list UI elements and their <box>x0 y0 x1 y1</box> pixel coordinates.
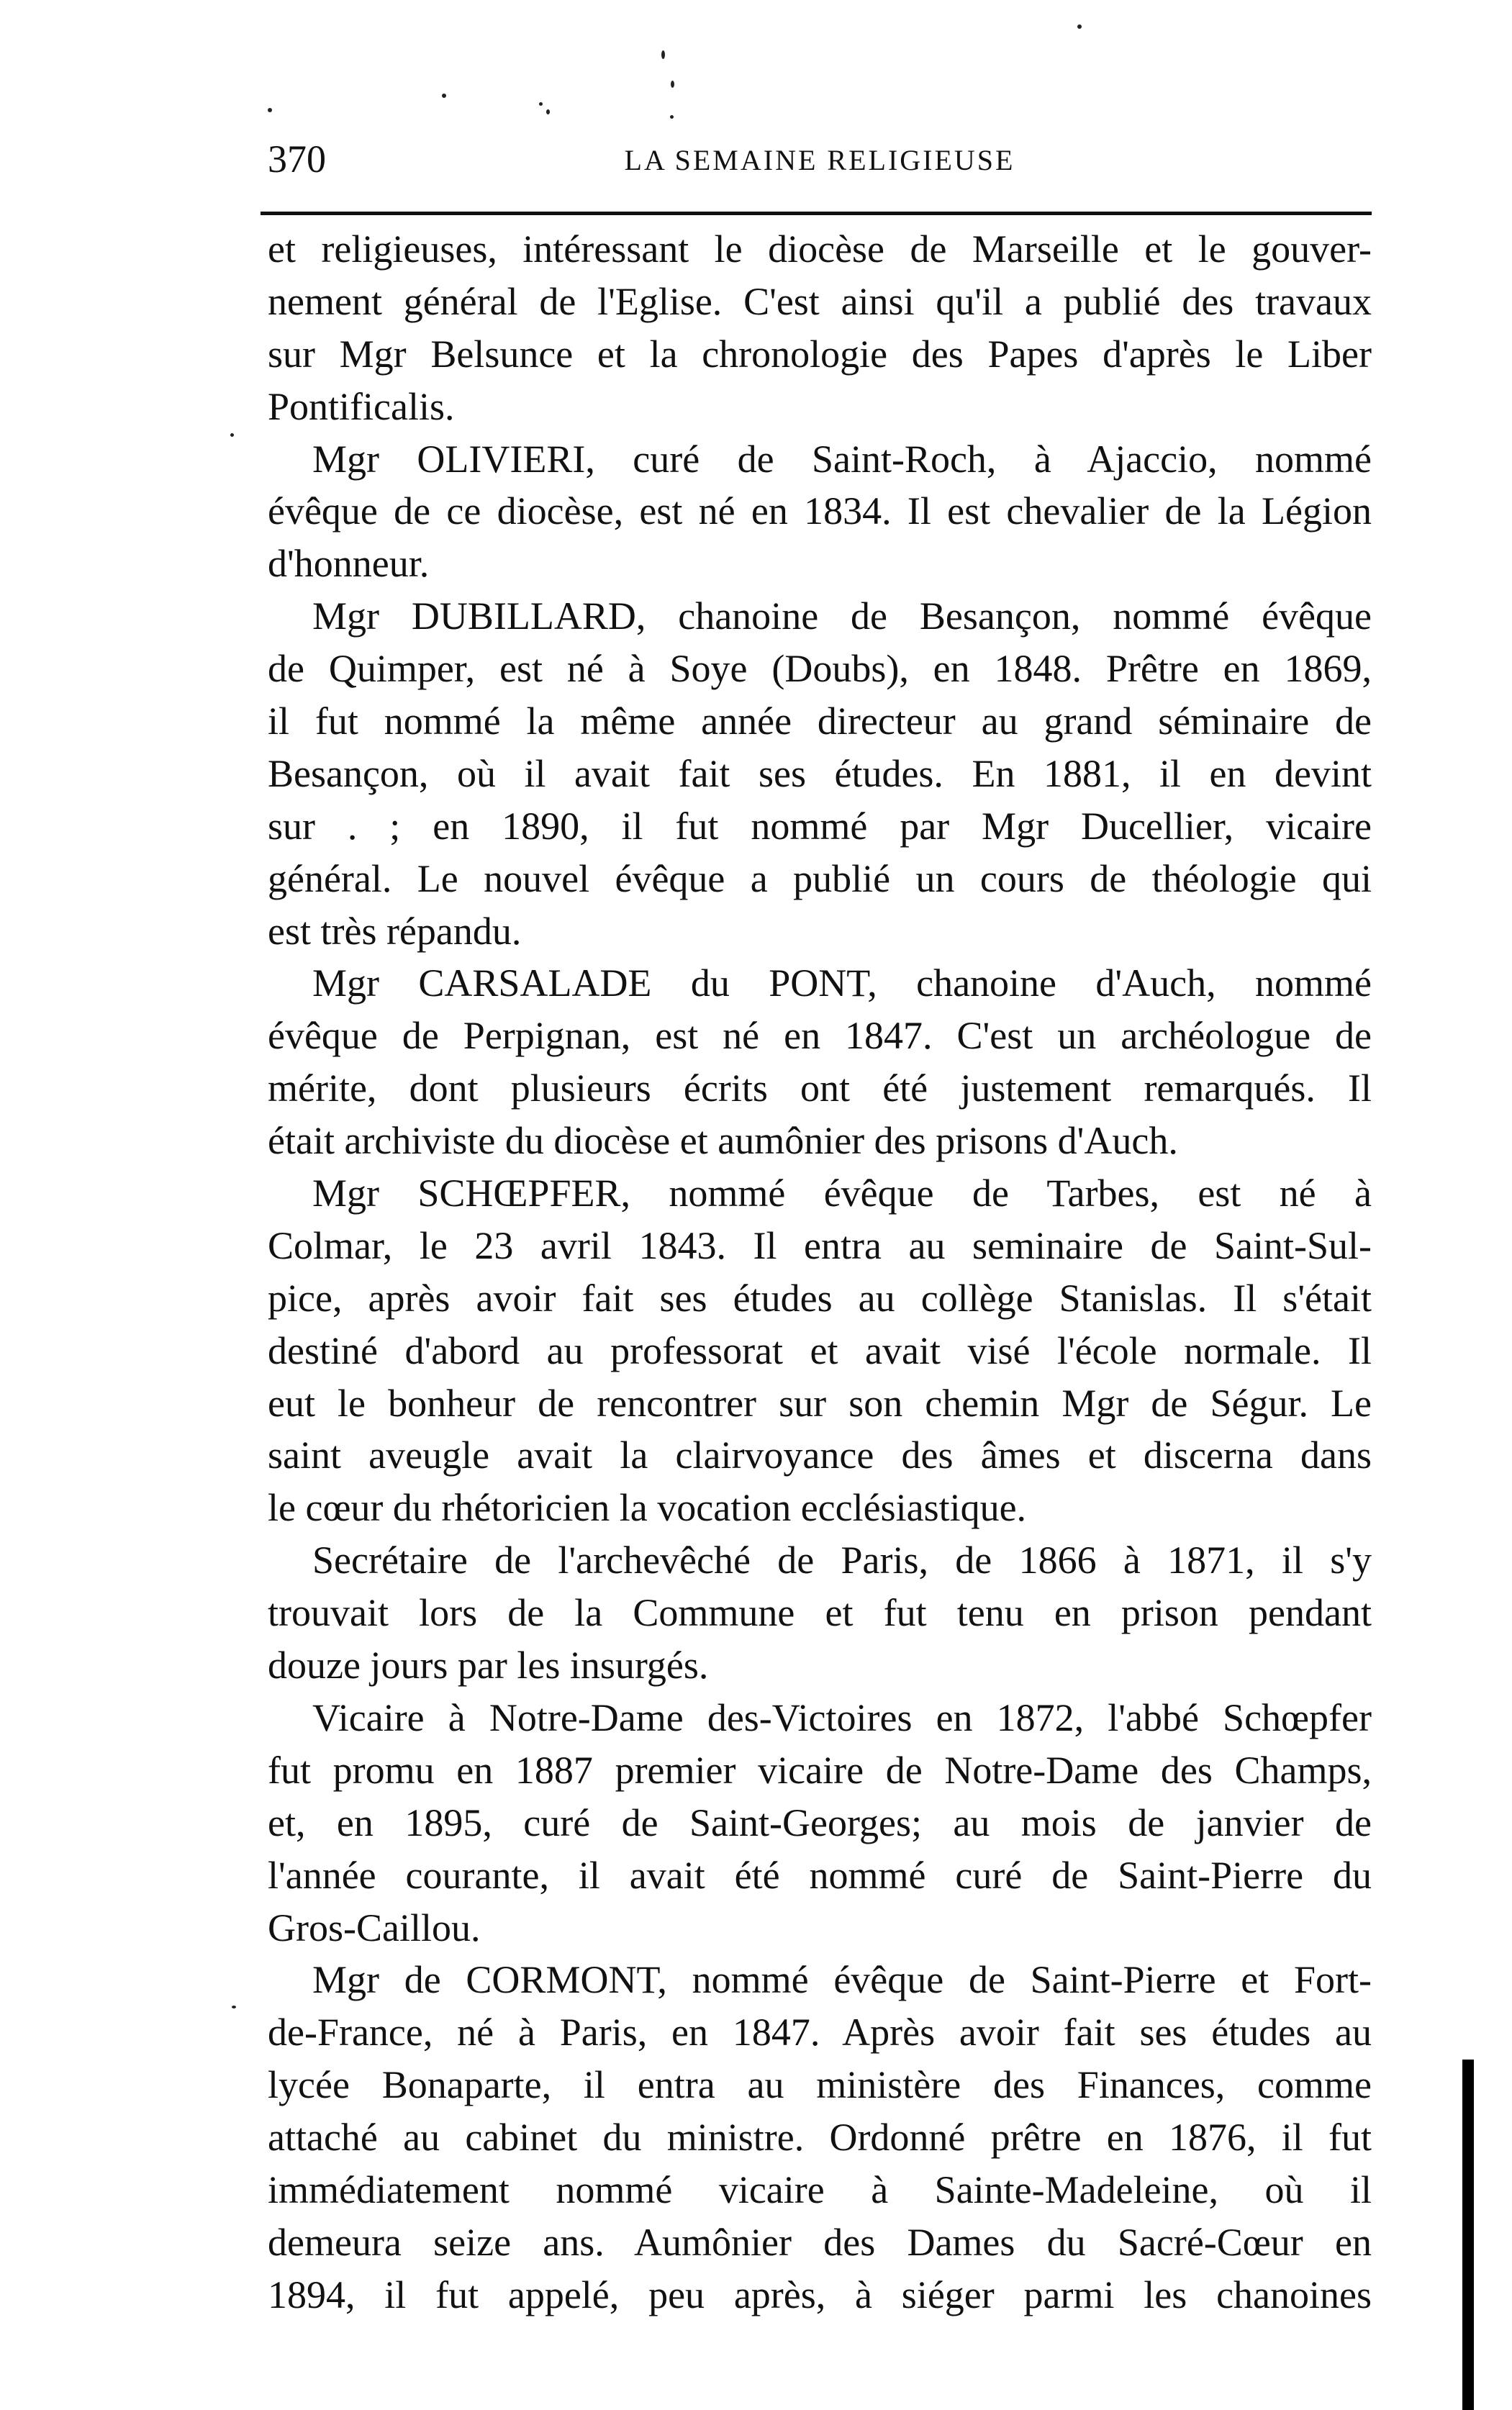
scan-speck <box>539 102 543 106</box>
text-line: Secrétaire de l'archevêché de Paris, de 1866 à 1871, il s'y <box>312 1539 1372 1582</box>
text-line: il fut nommé la même année directeur au grand séminaire de <box>268 699 1372 743</box>
text-line: 1894, il fut appelé, peu après, à siéger parmi les chanoines <box>268 2273 1372 2316</box>
text-line: demeura seize ans. Aumônier des Dames du Sacré-Cœur en <box>268 2220 1372 2264</box>
running-title: LA SEMAINE RELIGIEUSE <box>624 144 1015 176</box>
text-line: et religieuses, intéressant le diocèse de Marseille et le gouver- <box>268 227 1372 271</box>
text-line: destiné d'abord au professorat et avait visé l'école normale. Il <box>268 1328 1372 1372</box>
text-line: l'année courante, il avait été nommé curé de Saint-Pierre du <box>268 1853 1372 1897</box>
text-line: de Quimper, est né à Soye (Doubs), en 1848. Prêtre en 1869, <box>268 647 1372 691</box>
scan-speck <box>671 81 674 88</box>
text-line: Colmar, le 23 avril 1843. Il entra au seminaire de Saint-Sul- <box>268 1223 1372 1267</box>
page-header <box>268 134 1372 184</box>
text-line: Mgr de CORMONT, nommé évêque de Saint-Pierre et Fort- <box>312 1958 1372 2002</box>
scan-speck <box>661 50 665 59</box>
page-number: 370 <box>268 137 326 181</box>
text-line: Besançon, où il avait fait ses études. En 1881, il en devint <box>268 751 1372 795</box>
scan-speck <box>268 108 272 112</box>
page-edge-bar <box>1462 2060 1474 2410</box>
text-line: Vicaire à Notre-Dame des-Victoires en 1872, l'abbé Schœpfer <box>312 1695 1372 1739</box>
scan-speck <box>670 115 674 119</box>
text-line: général. Le nouvel évêque a publié un cours de théologie qui <box>268 856 1372 900</box>
text-line: fut promu en 1887 premier vicaire de Notre-Dame des Champs, <box>268 1748 1372 1792</box>
text-line: de-France, né à Paris, en 1847. Après avoir fait ses études au <box>268 2011 1372 2055</box>
text-line: pice, après avoir fait ses études au collège Stanislas. Il s'était <box>268 1276 1372 1320</box>
text-line: Gros-Caillou. <box>268 1906 481 1949</box>
text-line: douze jours par les insurgés. <box>268 1644 709 1688</box>
header-rule <box>261 212 1372 215</box>
scan-speck <box>232 2006 236 2008</box>
text-line: eut le bonheur de rencontrer sur son chemin Mgr de Ségur. Le <box>268 1381 1372 1425</box>
text-line: sur . ; en 1890, il fut nommé par Mgr Ducellier, vicaire <box>268 804 1372 848</box>
text-line: nement général de l'Eglise. C'est ainsi qu'il a publié des travaux <box>268 279 1372 323</box>
text-line: évêque de ce diocèse, est né en 1834. Il est chevalier de la Légion <box>268 489 1372 533</box>
text-line: est très répandu. <box>268 909 522 953</box>
text-line: Pontificalis. <box>268 384 455 428</box>
scan-speck <box>442 94 446 98</box>
text-line: trouvait lors de la Commune et fut tenu en prison pendant <box>268 1591 1372 1635</box>
scan-speck <box>1077 24 1082 29</box>
text-line: mérite, dont plusieurs écrits ont été justement remarqués. Il <box>268 1066 1372 1110</box>
text-line: était archiviste du diocèse et aumônier des prisons d'Auch. <box>268 1119 1178 1163</box>
text-line: le cœur du rhétoricien la vocation ecclésiastique. <box>268 1486 1027 1530</box>
scan-speck <box>546 109 550 114</box>
text-line: immédiatement nommé vicaire à Sainte-Madeleine, où il <box>268 2167 1372 2211</box>
text-line: attaché au cabinet du ministre. Ordonné prêtre en 1876, il fut <box>268 2116 1372 2160</box>
text-line: saint aveugle avait la clairvoyance des âmes et discerna dans <box>268 1433 1372 1477</box>
text-line: lycée Bonaparte, il entra au ministère des Finances, comme <box>268 2063 1372 2107</box>
scan-speck <box>230 433 234 437</box>
text-line: sur Mgr Belsunce et la chronologie des Papes d'après le Liber <box>268 332 1372 376</box>
text-line: Mgr DUBILLARD, chanoine de Besançon, nommé évêque <box>312 594 1372 638</box>
text-line: Mgr CARSALADE du PONT, chanoine d'Auch, nommé <box>312 961 1372 1005</box>
text-line: d'honneur. <box>268 542 430 586</box>
text-line: Mgr SCHŒPFER, nommé évêque de Tarbes, est né à <box>312 1172 1372 1215</box>
text-line: évêque de Perpignan, est né en 1847. C'est un archéologue de <box>268 1014 1372 1058</box>
text-line: Mgr OLIVIERI, curé de Saint-Roch, à Ajaccio, nommé <box>312 437 1372 481</box>
body-text <box>268 223 1372 2321</box>
text-line: et, en 1895, curé de Saint-Georges; au mois de janvier de <box>268 1800 1372 1844</box>
